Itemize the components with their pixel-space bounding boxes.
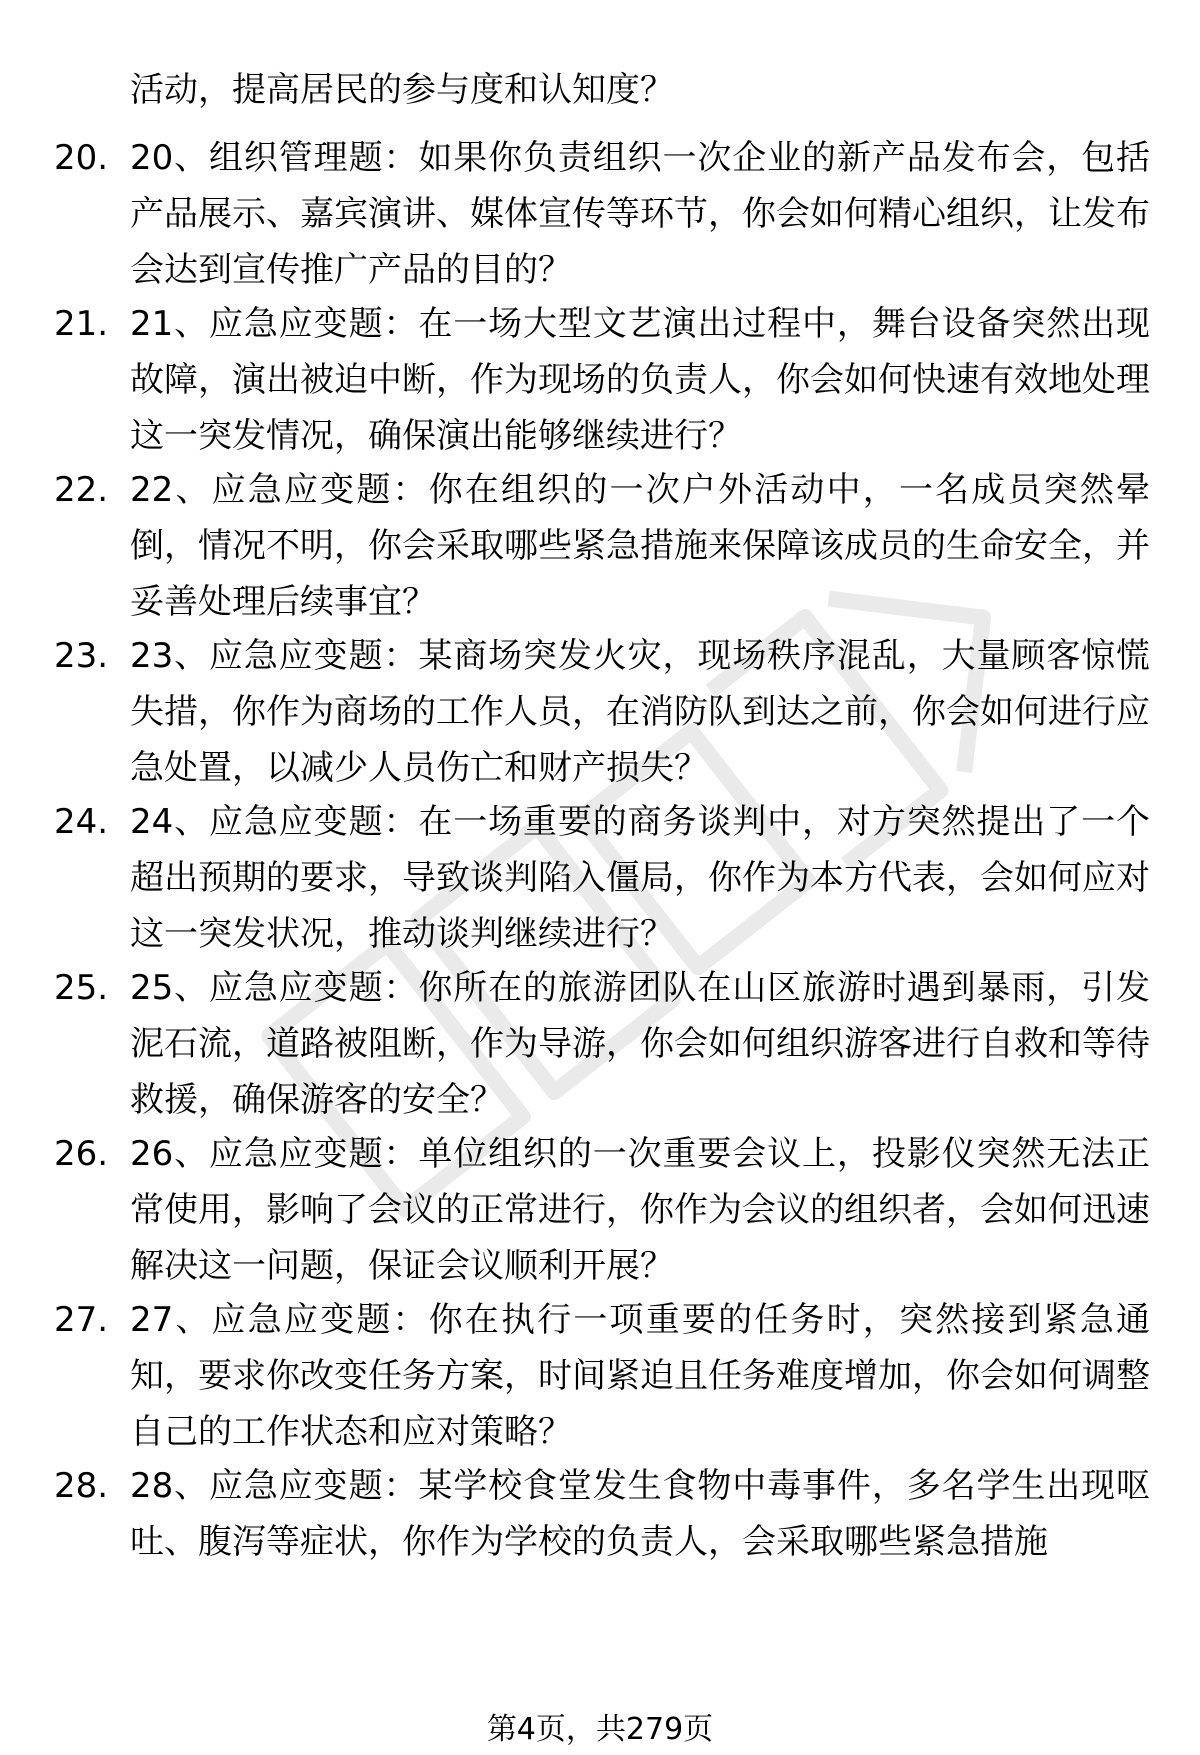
page-footer: 第4页，共279页 bbox=[486, 1712, 714, 1747]
item-number: 26. bbox=[54, 1134, 109, 1174]
item-text: 28、应急应变题：某学校食堂发生食物中毒事件，多名学生出现呕吐、腹泻等症状，你作为学校的负责人，会采取哪些紧急措施 bbox=[130, 1466, 1150, 1562]
item-text: 23、应急应变题：某商场突发火灾，现场秩序混乱，大量顾客惊慌失措，你作为商场的工作人员，在消防队到达之前，你会如何进行应急处置，以减少人员伤亡和财产损失？ bbox=[130, 636, 1150, 788]
item-text: 20、组织管理题：如果你负责组织一次企业的新产品发布会，包括产品展示、嘉宾演讲、媒体宣传等环节，你会如何精心组织，让发布会达到宣传推广产品的目的？ bbox=[130, 138, 1150, 290]
item-number: 25. bbox=[54, 968, 109, 1008]
item-number: 27. bbox=[54, 1300, 109, 1340]
item-number: 24. bbox=[54, 802, 109, 842]
item-text: 25、应急应变题：你所在的旅游团队在山区旅游时遇到暴雨，引发泥石流，道路被阻断，作为导游，你会如何组织游客进行自救和等待救援，确保游客的安全？ bbox=[130, 968, 1150, 1120]
item-text: 26、应急应变题：单位组织的一次重要会议上，投影仪突然无法正常使用，影响了会议的正常进行，你作为会议的组织者，会如何迅速解决这一问题，保证会议顺利开展？ bbox=[130, 1134, 1150, 1286]
item-number: 21. bbox=[54, 304, 109, 344]
item-number: 22. bbox=[54, 470, 109, 510]
item-number: 23. bbox=[54, 636, 109, 676]
continuation-text: 活动，提高居民的参与度和认知度？ bbox=[130, 70, 674, 110]
item-text: 24、应急应变题：在一场重要的商务谈判中，对方突然提出了一个超出预期的要求，导致谈判陷入僵局，你作为本方代表，会如何应对这一突发状况，推动谈判继续进行？ bbox=[130, 802, 1150, 954]
item-text: 21、应急应变题：在一场大型文艺演出过程中，舞台设备突然出现故障，演出被迫中断，作为现场的负责人，你会如何快速有效地处理这一突发情况，确保演出能够继续进行？ bbox=[130, 304, 1150, 456]
item-number: 28. bbox=[54, 1466, 109, 1506]
item-number: 20. bbox=[54, 138, 109, 178]
item-text: 27、应急应变题：你在执行一项重要的任务时，突然接到紧急通知，要求你改变任务方案，时间紧迫且任务难度增加，你会如何调整自己的工作状态和应对策略？ bbox=[130, 1300, 1150, 1452]
item-text: 22、应急应变题：你在组织的一次户外活动中，一名成员突然晕倒，情况不明，你会采取哪些紧急措施来保障该成员的生命安全，并妥善处理后续事宜？ bbox=[130, 470, 1150, 622]
